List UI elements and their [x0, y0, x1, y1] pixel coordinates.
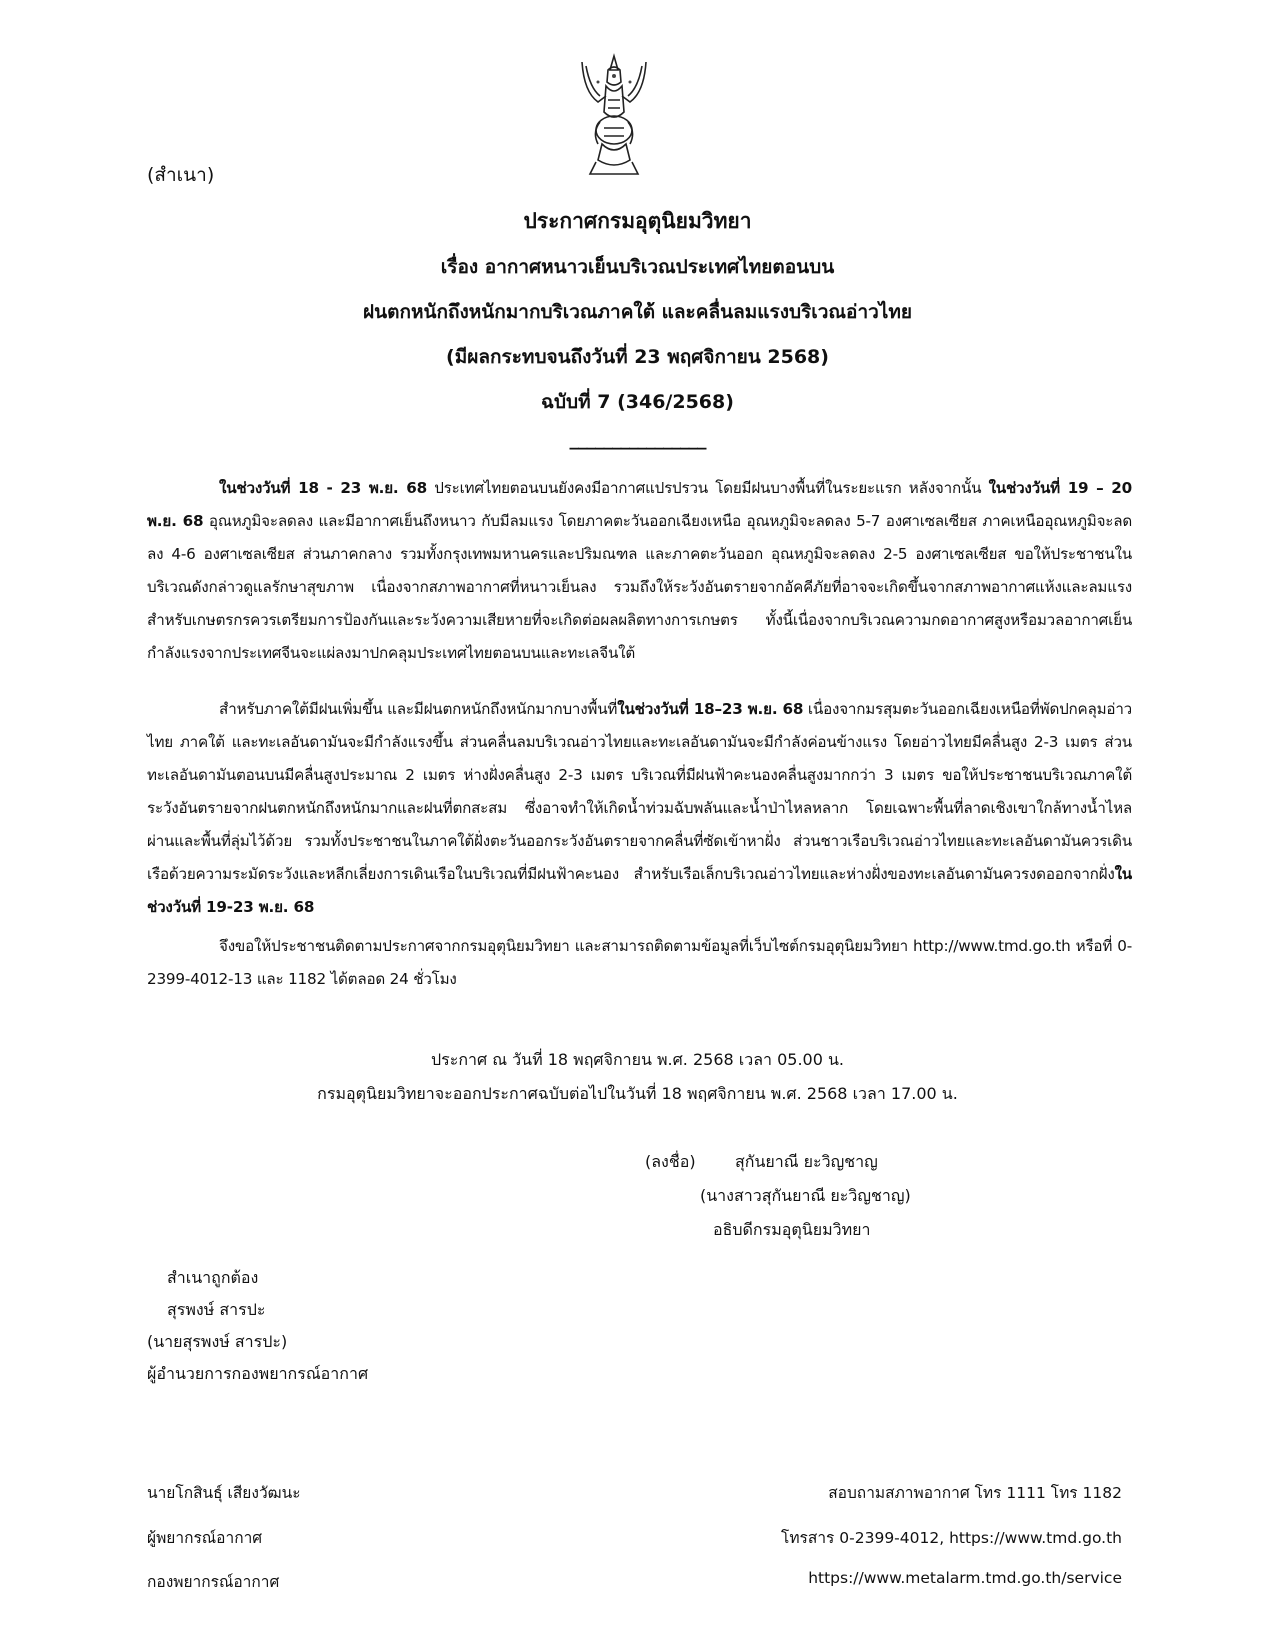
date-range-bold: ในช่วงวันที่ 19-23 พ.ย. 68	[147, 865, 1132, 916]
forecaster-division: กองพยากรณ์อากาศ	[147, 1573, 280, 1591]
garuda-emblem-icon	[578, 52, 650, 180]
issue-number: ฉบับที่ 7 (346/2568)	[541, 391, 734, 413]
date-range-bold: ในช่วงวันที่ 18 - 23 พ.ย. 68	[219, 479, 427, 497]
document-subject-line-2: ฝนตกหนักถึงหนักมากบริเวณภาคใต้ และคลื่นลมแรงบริเวณอ่าวไทย	[362, 301, 912, 323]
forecaster-title: ผู้พยากรณ์อากาศ	[147, 1529, 263, 1547]
signature-label: (ลงชื่อ)	[645, 1152, 696, 1171]
date-range-bold: ในช่วงวันที่ 19 – 20 พ.ย. 68	[147, 479, 1132, 530]
certifier-position: ผู้อำนวยการกองพยากรณ์อากาศ	[147, 1364, 369, 1383]
paragraph-southern-region: สำหรับภาคใต้มีฝนเพิ่มขึ้น และมีฝนตกหนักถึงหนักมากบางพื้นที่ในช่วงวันที่ 18–23 พ.ย. 68 เนื่องจากมรสุมตะวันออกเฉียงเหนือที่พัดปกคลุมอ่าวไทย ภาคใต้ และทะเลอันดามันจะมีกำลังแรงขึ้น ส่วนคลื่นลมบริเวณอ่าวไทยและทะเลอันดามันจะมีกำลังค่อนข้างแรง โดยอ่าวไทยมีคลื่นสูง 2-3 เมตร ส่วนทะเลอันดามันตอนบนมีคลื่นสูงประมาณ 2 เมตร ห่างฝั่งคลื่นสูง 2-3 เมตร บริเวณที่มีฝนฟ้าคะนองคลื่นสูงมากกว่า 3 เมตร ขอให้ประชาชนบริเวณภาคใต้ ระวังอันตรายจากฝนตกหนักถึงหนักมากและฝนที่ตกสะสม ซึ่งอาจทำให้เกิดน้ำท่วมฉับพลันและน้ำป่าไหลหลาก โดยเฉพาะพื้นที่ลาดเชิงเขาใกล้ทางน้ำไหลผ่านและพื้นที่ลุ่มไว้ด้วย รวมทั้งประชาชนในภาคใต้ฝั่งตะวันออกระวังอันตรายจากคลื่นที่ซัดเข้าหาฝั่ง ส่วนชาวเรือบริเวณอ่าวไทยและทะเลอันดามันควรเดินเรือด้วยความระมัดระวังและหลีกเลี่ยงการเดินเรือในบริเวณที่มีฝนฟ้าคะนอง สำหรับเรือเล็กบริเวณอ่าวไทยและห่างฝั่งของทะเลอันดามันควรงดออกจากฝั่งในช่วงวันที่ 19-23 พ.ย. 68	[147, 700, 1133, 916]
issued-datetime: ประกาศ ณ วันที่ 18 พฤศจิกายน พ.ศ. 2568 เวลา 05.00 น.	[430, 1050, 845, 1069]
paragraph-contact: จึงขอให้ประชาชนติดตามประกาศจากกรมอุตุนิยมวิทยา และสามารถติดตามข้อมูลที่เว็บไซต์กรมอุตุนิยมวิทยา http://www.tmd.go.th หรือที่ 0-2399-4012-13 และ 1182 ได้ตลอด 24 ชั่วโมง	[147, 937, 1132, 988]
paragraph-upper-thailand: ในช่วงวันที่ 18 - 23 พ.ย. 68 ประเทศไทยตอนบนยังคงมีอากาศแปรปรวน โดยมีฝนบางพื้นที่ในระยะแรก หลังจากนั้น ในช่วงวันที่ 19 – 20 พ.ย. 68 อุณหภูมิจะลดลง และมีอากาศเย็นถึงหนาว กับมีลมแรง โดยภาคตะวันออกเฉียงเหนือ อุณหภูมิจะลดลง 5-7 องศาเซลเซียส ภาคเหนืออุณหภูมิจะลดลง 4-6 องศาเซลเซียส ส่วนภาคกลาง รวมทั้งกรุงเทพมหานครและปริมณฑล และภาคตะวันออก อุณหภูมิจะลดลง 2-5 องศาเซลเซียส ขอให้ประชาชนในบริเวณดังกล่าวดูแลรักษาสุขภาพ เนื่องจากสภาพอากาศที่หนาวเย็นลง รวมถึงให้ระวังอันตรายจากอัคคีภัยที่อาจจะเกิดขึ้นจากสภาพอากาศแห้งและลมแรง สำหรับเกษตรกรควรเตรียมการป้องกันและระวังความเสียหายที่จะเกิดต่อผลผลิตทางการเกษตร ทั้งนี้เนื่องจากบริเวณความกดอากาศสูงหรือมวลอากาศเย็นกำลังแรงจากประเทศจีนจะแผ่ลงมาปกคลุมประเทศไทยตอนบนและทะเลจีนใต้	[147, 479, 1132, 662]
title-divider: ________________	[569, 428, 706, 450]
document-subject: เรื่อง อากาศหนาวเย็นบริเวณประเทศไทยตอนบน	[440, 256, 835, 278]
signatory-position: อธิบดีกรมอุตุนิยมวิทยา	[713, 1220, 871, 1239]
certified-copy-label: สำเนาถูกต้อง	[167, 1268, 259, 1287]
next-issue-datetime: กรมอุตุนิยมวิทยาจะออกประกาศฉบับต่อไปในวันที่ 18 พฤศจิกายน พ.ศ. 2568 เวลา 17.00 น.	[317, 1084, 958, 1103]
document-title: ประกาศกรมอุตุนิยมวิทยา	[523, 209, 752, 233]
forecaster-name: นายโกสินธุ์ เสียงวัฒนะ	[147, 1484, 301, 1502]
effective-period: (มีผลกระทบจนถึงวันที่ 23 พฤศจิกายน 2568)	[446, 346, 829, 368]
signatory-full-name: (นางสาวสุกันยาณี ยะวิญชาญ)	[700, 1186, 911, 1205]
certifier-signature: สุรพงษ์ สารปะ	[167, 1300, 266, 1319]
fax-and-website: โทรสาร 0-2399-4012, https://www.tmd.go.th	[781, 1529, 1122, 1547]
certifier-full-name: (นายสุรพงษ์ สารปะ)	[147, 1332, 288, 1351]
copy-mark: (สำเนา)	[147, 164, 215, 186]
metalarm-link[interactable]: https://www.metalarm.tmd.go.th/service	[808, 1569, 1122, 1587]
date-range-bold: ในช่วงวันที่ 18–23 พ.ย. 68	[617, 700, 804, 718]
weather-hotline: สอบถามสภาพอากาศ โทร 1111 โทร 1182	[828, 1484, 1122, 1502]
signature-name: สุกันยาณี ยะวิญชาญ	[735, 1152, 878, 1171]
